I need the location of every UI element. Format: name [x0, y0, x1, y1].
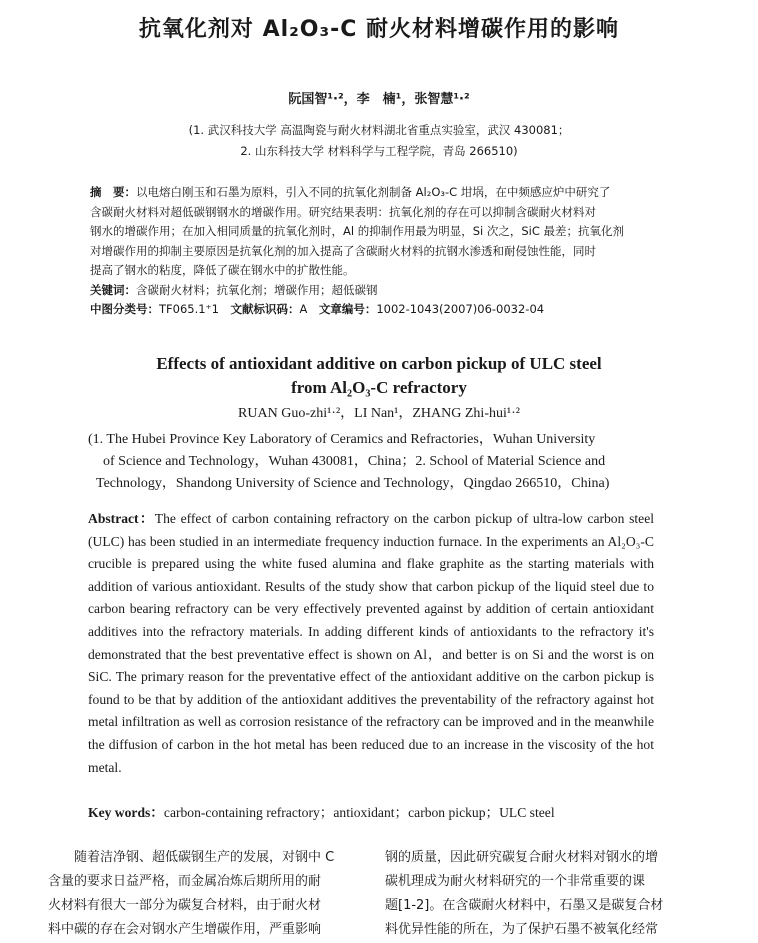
en-title-line-2: from Al₂O₃-C refractory	[291, 378, 467, 397]
body-line: 题[1-2]。在含碳耐火材料中，石墨又是碳复合材	[385, 898, 664, 913]
cn-abstract-label: 摘 要：	[90, 185, 136, 199]
cn-keywords-label: 关键词：	[90, 282, 136, 297]
body-line: 钢的质量，因此研究碳复合耐火材料对钢水的增	[385, 850, 659, 865]
body-line: 料优异性能的所在，为了保护石墨不被氧化经常	[385, 922, 659, 937]
cn-classification: 中图分类号：TF065.1⁺1 文献标识码：A 文章编号：1002-1043(2007)06-0032-04	[90, 302, 545, 316]
en-affiliation-line: Technology，Shandong University of Science and Technology，Qingdao 266510，China)	[96, 476, 610, 491]
en-authors: RUAN Guo-zhi¹·²，LI Nan¹，ZHANG Zhi-hui¹·²	[238, 406, 520, 421]
cn-affiliation-2: 2. 山东科技大学 材料科学与工程学院，青岛 266510)	[240, 144, 518, 158]
cn-abstract	[90, 183, 680, 320]
body-right-column	[385, 846, 710, 942]
cn-abstract-line: 对增碳作用的抑制主要原因是抗氧化剂的加入提高了含碳耐火材料的抗钢水渗透和耐侵蚀性能，同时	[90, 243, 596, 258]
body-line: 碳机理成为耐火材料研究的一个非常重要的课	[385, 874, 646, 889]
en-abstract-text: The effect of carbon containing refractory on the carbon pickup of ultra-low carbon steel (ULC) has been studied in an intermediate frequency induction furnace. In the experiments an Al₂O₃-C crucible is prepared using the white fused alumina and flake graphite as the starting materials with addition of various antioxidant. Results of the study show that carbon pickup of the liquid steel due to carbon bearing refractory can be very effectively prevented against by addition of certain antioxidant additives into the refractory materials. In adding different kinds of antioxidants to the refractory it's demonstrated that the best preventative effect is shown on Al，and better is on Si and the worst is on SiC. The primary reason for the preventative effect of the antioxidant additive on the carbon pickup is found to be that by addition of the antioxidant additives the preventability of the refractory against hot metal infiltration as well as corrosion resistance of the refractory can be improved and in the meanwhile the diffusion of carbon in the hot metal has been reduced due to an increase in the viscosity of the hot metal.	[88, 511, 655, 775]
cn-abstract-line: 含碳耐火材料对超低碳钢钢水的增碳作用。研究结果表明：抗氧化剂的存在可以抑制含碳耐火材料对	[90, 204, 596, 219]
cn-authors: 阮国智¹·²，李 楠¹，张智慧¹·²	[288, 92, 470, 107]
cn-keywords: 关键词：含碳耐火材料；抗氧化剂；增碳作用；超低碳钢	[90, 282, 378, 297]
cn-abstract-line: 钢水的增碳作用；在加入相同质量的抗氧化剂时，Al 的抑制作用最为明显，Si 次之，SiC 最差；抗氧化剂	[90, 224, 625, 238]
body-line: 含量的要求日益严格，而金属冶炼后期所用的耐	[48, 874, 322, 889]
en-affiliation-line: of Science and Technology，Wuhan 430081，China；2. School of Material Science and	[103, 454, 606, 469]
body-line: 火材料有很大一部分为碳复合材料，由于耐火材	[48, 898, 322, 913]
cn-affiliation-1: (1. 武汉科技大学 高温陶瓷与耐火材料湖北省重点实验室，武汉 430081；	[188, 123, 570, 137]
cn-title: 抗氧化剂对 Al₂O₃-C 耐火材料增碳作用的影响	[138, 17, 620, 42]
body-line: 随着洁净钢、超低碳钢生产的发展，对钢中 C	[48, 850, 335, 865]
body-line: 料中碳的存在会对钢水产生增碳作用，严重影响	[48, 922, 322, 937]
en-keywords-label: Key words：	[88, 805, 164, 820]
en-keywords: Key words：carbon-containing refractory；antioxidant；carbon pickup；ULC steel	[88, 805, 555, 820]
en-abstract-label: Abstract：	[88, 511, 155, 526]
en-title-line-1: Effects of antioxidant additive on carbon pickup of ULC steel	[156, 354, 602, 373]
body-left-column	[48, 846, 373, 942]
en-abstract	[88, 508, 654, 779]
cn-abstract-line: 提高了钢水的粘度，降低了碳在钢水中的扩散性能。	[90, 263, 355, 277]
en-affiliation-line: (1. The Hubei Province Key Laboratory of Ceramics and Refractories，Wuhan University	[88, 432, 596, 447]
cn-abstract-line: 摘 要：以电熔白刚玉和石墨为原料，引入不同的抗氧化剂制备 Al₂O₃-C 坩埚，在中频感应炉中研究了	[90, 185, 611, 199]
